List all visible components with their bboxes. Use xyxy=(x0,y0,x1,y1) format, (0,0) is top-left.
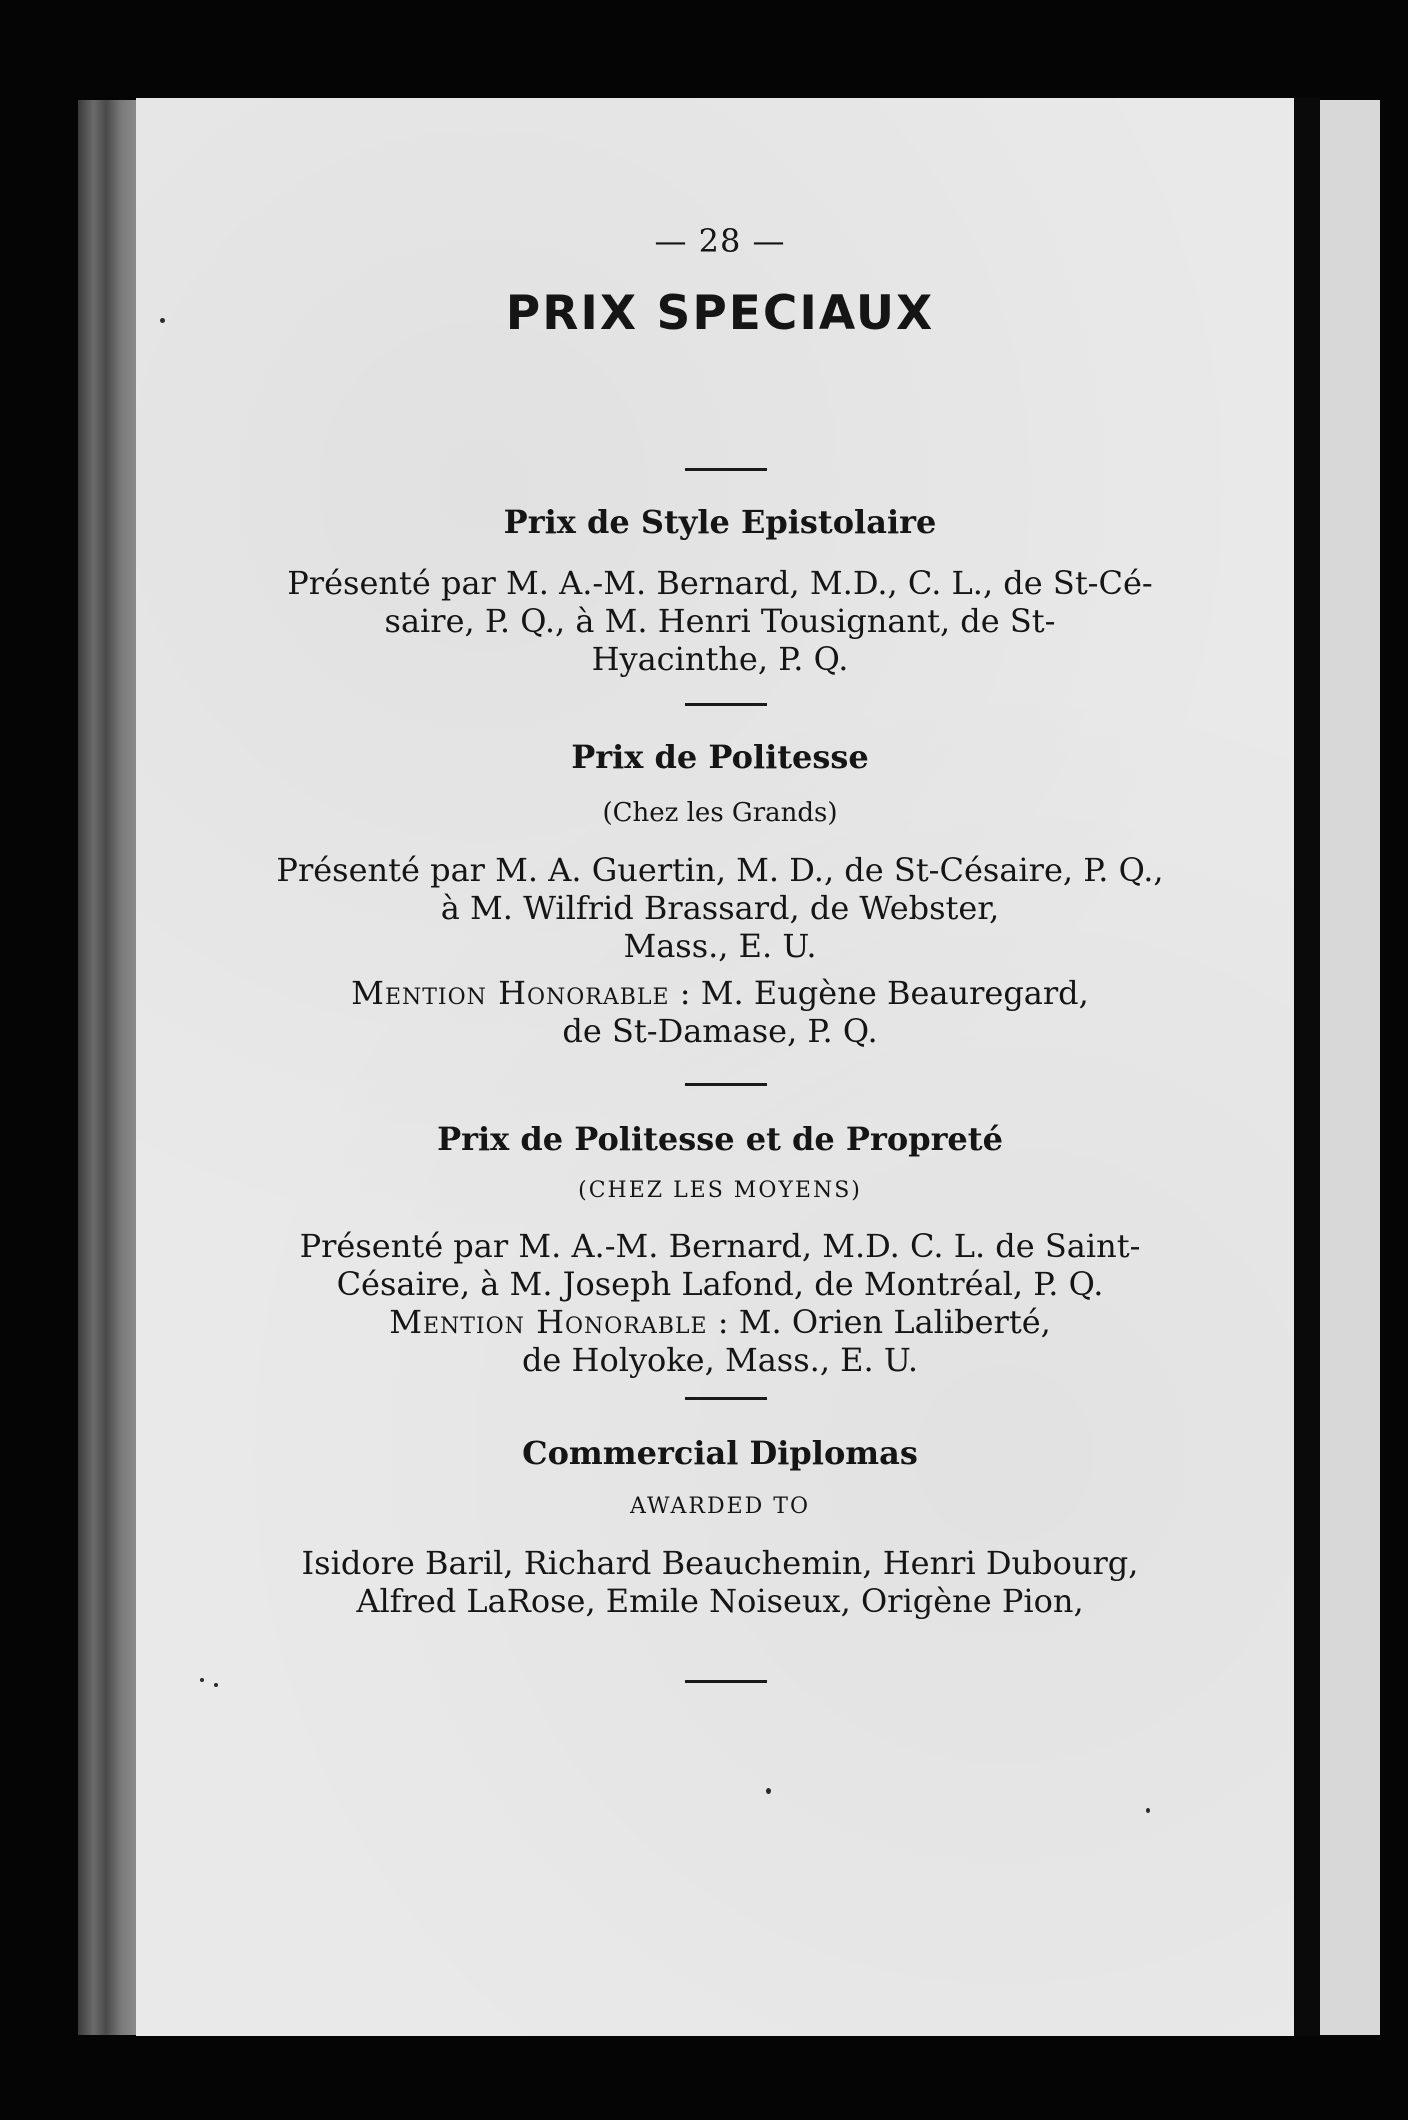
adjacent-page-edge xyxy=(1320,100,1380,2035)
book-page xyxy=(136,98,1294,2036)
honorable-mention xyxy=(220,974,1220,1050)
ink-speck xyxy=(214,1683,218,1687)
section-heading: Commercial Diplomas xyxy=(522,1434,918,1472)
book-spine xyxy=(78,100,140,2035)
paragraph-line: Alfred LaRose, Emile Noiseux, Origène Pion, xyxy=(356,1582,1084,1620)
page-title: PRIX SPECIAUX xyxy=(505,286,935,341)
divider-rule xyxy=(685,1397,767,1400)
section-heading: Prix de Politesse et de Propreté xyxy=(437,1120,1003,1158)
paragraph-line: Présenté par M. A.-M. Bernard, M.D. C. L. de Saint- xyxy=(299,1227,1141,1265)
mention-text: : M. Orien Laliberté, xyxy=(707,1303,1051,1341)
paragraph-line: saire, P. Q., à M. Henri Tousignant, de St- xyxy=(384,602,1056,640)
section-subheading: (CHEZ LES MOYENS) xyxy=(578,1178,862,1203)
paragraph-line: Isidore Baril, Richard Beauchemin, Henri Dubourg, xyxy=(301,1544,1139,1582)
paragraph-line: à M. Wilfrid Brassard, de Webster, xyxy=(440,889,1000,927)
section-heading: Prix de Politesse xyxy=(571,738,869,776)
paragraph-line: Césaire, à M. Joseph Lafond, de Montréal, P. Q. xyxy=(336,1265,1104,1303)
paragraph-line: Mass., E. U. xyxy=(623,927,817,965)
divider-rule xyxy=(685,1680,767,1683)
divider-rule xyxy=(685,1083,767,1086)
mention-text: de Holyoke, Mass., E. U. xyxy=(521,1341,919,1379)
ink-speck xyxy=(766,1788,771,1794)
divider-rule xyxy=(685,703,767,706)
section-paragraph xyxy=(220,1227,1220,1379)
section-subheading: AWARDED TO xyxy=(629,1494,810,1519)
page-gutter-shadow xyxy=(1294,98,1320,2036)
section-subheading: (Chez les Grands) xyxy=(602,798,838,828)
mention-text: de St-Damase, P. Q. xyxy=(562,1012,878,1050)
mention-label: Mention Honorable xyxy=(351,974,670,1012)
mention-label: Mention Honorable xyxy=(389,1303,708,1341)
section-paragraph xyxy=(220,564,1220,678)
section-paragraph xyxy=(220,1544,1220,1620)
ink-speck xyxy=(200,1678,204,1682)
ink-speck xyxy=(1146,1808,1150,1813)
paragraph-line: Présenté par M. A. Guertin, M. D., de St-Césaire, P. Q., xyxy=(276,851,1164,889)
paragraph-line: Hyacinthe, P. Q. xyxy=(591,640,849,678)
section-paragraph xyxy=(220,851,1220,965)
page-number: — 28 — xyxy=(654,222,786,260)
mention-text: : M. Eugène Beauregard, xyxy=(669,974,1089,1012)
paragraph-line: Présenté par M. A.-M. Bernard, M.D., C. L., de St-Cé- xyxy=(287,564,1153,602)
ink-speck xyxy=(160,318,165,323)
section-heading: Prix de Style Epistolaire xyxy=(503,503,937,541)
divider-rule xyxy=(685,468,767,471)
